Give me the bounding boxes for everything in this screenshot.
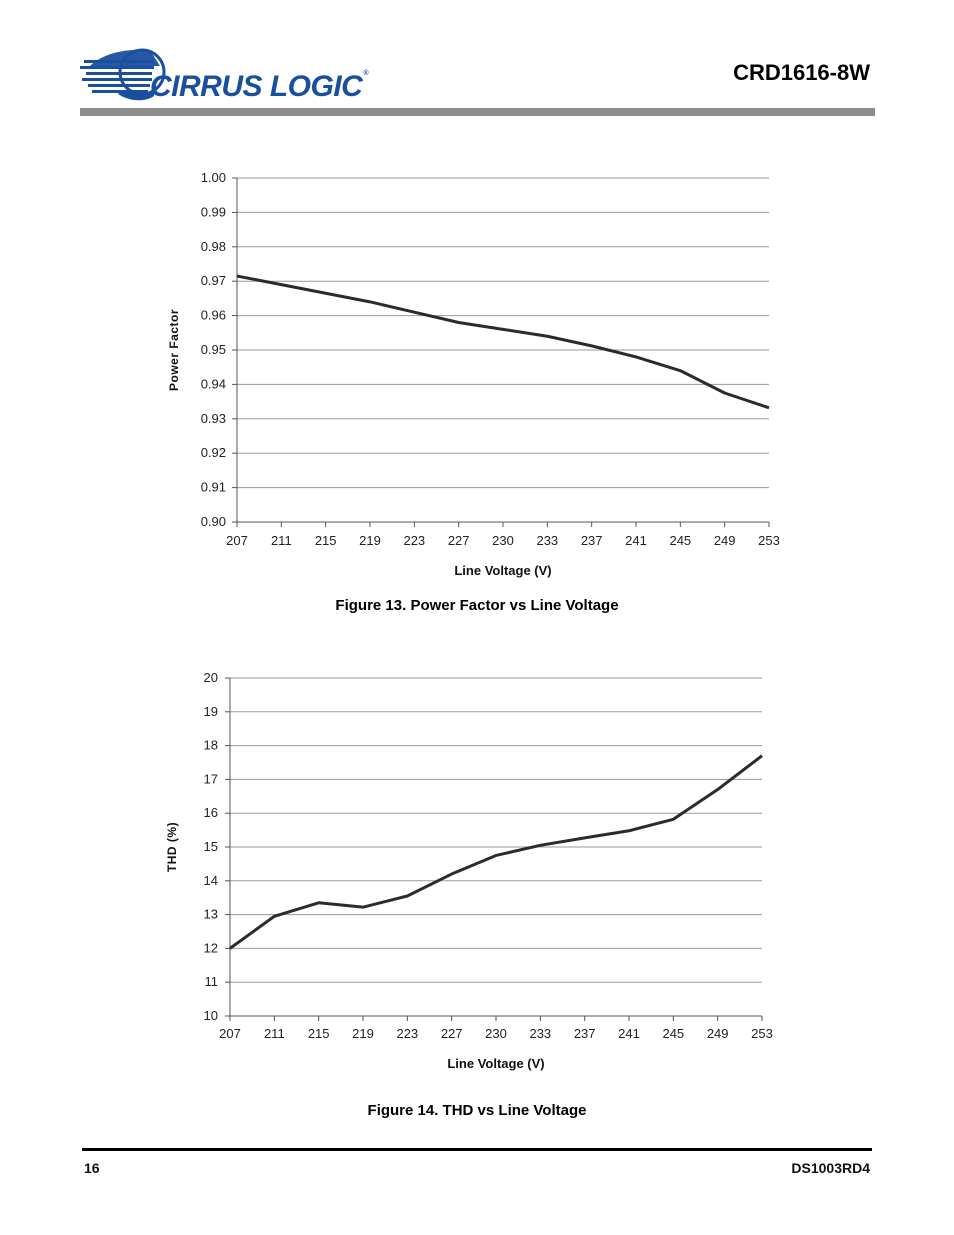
x-tick-label: 211	[263, 1026, 285, 1041]
chart-1-group	[165, 670, 773, 1071]
x-tick-label: 253	[758, 533, 780, 548]
x-tick-label: 230	[492, 533, 514, 548]
y-axis-label: Power Factor	[167, 308, 181, 392]
y-tick-label: 0.95	[200, 342, 226, 357]
document-id: DS1003RD4	[791, 1160, 870, 1176]
page-number: 16	[84, 1160, 100, 1176]
y-tick-label: 14	[203, 872, 218, 888]
x-tick-label: 241	[618, 1026, 640, 1041]
x-tick-label: 237	[580, 533, 603, 548]
y-tick-label: 19	[203, 703, 218, 719]
x-tick-label: 223	[396, 1026, 419, 1041]
y-tick-label: 0.97	[200, 273, 226, 289]
x-tick-label: 215	[314, 533, 337, 548]
x-tick-label: 230	[485, 1026, 507, 1041]
y-tick-label: 12	[203, 940, 218, 956]
y-tick-label: 13	[203, 906, 218, 922]
figure-13-caption: Figure 13. Power Factor vs Line Voltage	[335, 597, 619, 614]
y-tick-label: 0.94	[200, 376, 226, 392]
y-tick-label: 16	[203, 805, 218, 821]
y-tick-label: 10	[203, 1008, 218, 1023]
y-tick-label: 0.91	[200, 479, 226, 495]
y-tick-label: 1.00	[200, 170, 226, 185]
y-tick-label: 20	[203, 670, 218, 685]
x-tick-label: 223	[403, 533, 426, 548]
y-tick-label: 17	[203, 771, 218, 787]
x-tick-label: 207	[219, 1026, 241, 1041]
x-tick-label: 245	[669, 533, 692, 548]
logo-wordmark: CIRRUS LOGIC®	[150, 70, 369, 103]
x-tick-label: 233	[529, 1026, 552, 1041]
y-tick-label: 0.98	[200, 238, 226, 254]
y-axis-label: THD (%)	[165, 821, 179, 873]
x-tick-label: 245	[662, 1026, 685, 1041]
chart-0-group	[167, 170, 780, 578]
y-tick-label: 15	[203, 839, 218, 854]
series-line	[237, 276, 769, 408]
x-tick-label: 219	[359, 533, 381, 548]
x-tick-label: 219	[352, 1026, 374, 1041]
x-tick-label: 237	[573, 1026, 596, 1041]
series-line	[230, 756, 762, 949]
footer-rule	[82, 1148, 872, 1151]
x-tick-label: 249	[706, 1026, 729, 1041]
x-tick-label: 253	[751, 1026, 773, 1041]
x-tick-label: 233	[536, 533, 559, 548]
x-tick-label: 241	[625, 533, 647, 548]
x-tick-label: 227	[440, 1026, 463, 1041]
x-tick-label: 227	[447, 533, 470, 548]
x-tick-label: 211	[270, 533, 292, 548]
y-tick-label: 0.96	[200, 307, 226, 323]
y-tick-label: 18	[203, 737, 218, 753]
document-title: CRD1616-8W	[733, 60, 870, 85]
y-tick-label: 11	[204, 974, 218, 990]
x-axis-label: Line Voltage (V)	[447, 1056, 545, 1071]
x-tick-label: 207	[226, 533, 248, 548]
y-tick-label: 0.99	[200, 204, 226, 220]
x-axis-label: Line Voltage (V)	[454, 563, 552, 578]
y-tick-label: 0.90	[200, 514, 226, 529]
figure-14-caption: Figure 14. THD vs Line Voltage	[367, 1102, 587, 1119]
x-tick-label: 215	[307, 1026, 330, 1041]
y-tick-label: 0.92	[200, 445, 226, 461]
y-tick-label: 0.93	[200, 410, 226, 426]
x-tick-label: 249	[713, 533, 736, 548]
